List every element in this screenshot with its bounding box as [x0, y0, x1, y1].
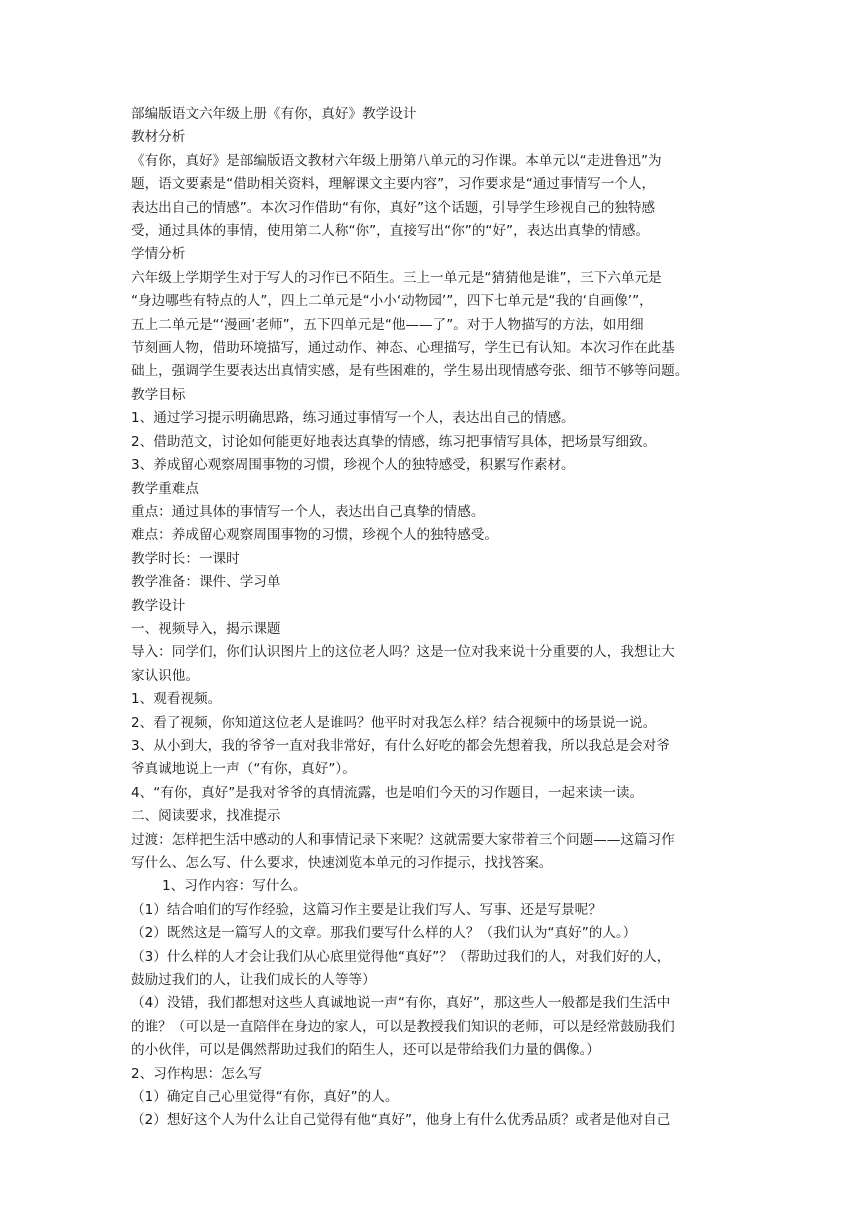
text-line: 鼓励过我们的人，让我们成长的人等等） [131, 972, 376, 989]
list-item: （1）结合咱们的写作经验，这篇习作主要是让我们写人、写事、还是写景呢？ [131, 901, 602, 918]
text-line: 教学准备：课件、学习单 [131, 574, 281, 591]
text-line: 导入：同学们，你们认识图片上的这位老人吗？这是一位对我来说十分重要的人，我想让大 [131, 644, 675, 661]
list-item: 1、通过学习提示明确思路，练习通过事情写一个人，表达出自己的情感。 [131, 410, 575, 427]
text-line: 础上，强调学生要表达出真情实感，是有些困难的，学生易出现情感夸张、细节不够等问题。 [131, 363, 689, 380]
text-line: 受，通过具体的事情，使用第二人称“你”，直接写出“你”的“好”，表达出真挚的情感。 [131, 223, 650, 240]
text-line: 教学时长：一课时 [131, 550, 240, 567]
section-heading: 学情分析 [131, 246, 186, 263]
list-item: 4、“有你，真好”是我对爷爷的真情流露，也是咱们今天的习作题目，一起来读一读。 [131, 784, 644, 801]
list-item: 3、养成留心观察周围事物的习惯，珍视个人的独特感受，积累写作素材。 [131, 457, 575, 474]
text-line: 节刻画人物，借助环境描写，通过动作、神态、心理描写，学生已有认知。本次习作在此基 [131, 340, 675, 357]
list-item: （3）什么样的人才会让我们从心底里觉得他“真好”？（帮助过我们的人，对我们好的人， [131, 948, 671, 965]
text-line: 的小伙伴，可以是偶然帮助过我们的陌生人，还可以是带给我们力量的偶像。） [131, 1042, 600, 1059]
list-item: （2）想好这个人为什么让自己觉得有他“真好”，他身上有什么优秀品质？或者是他对自己 [131, 1112, 671, 1129]
list-item: 2、看了视频，你知道这位老人是谁吗？他平时对我怎么样？结合视频中的场景说一说。 [131, 714, 657, 731]
text-line: 的谁？（可以是一直陪伴在身边的家人，可以是教授我们知识的老师，可以是经常鼓励我们 [131, 1018, 675, 1035]
text-line: 题，语文要素是“借助相关资料，理解课文主要内容”，习作要求是“通过事情写一个人， [131, 176, 656, 193]
subsection-heading: 二、阅读要求，找准提示 [131, 808, 281, 825]
document-page [131, 103, 736, 1133]
text-line: 重点：通过具体的事情写一个人，表达出自己真挚的情感。 [131, 503, 485, 520]
list-item: （4）没错，我们都想对这些人真诚地说一声“有你，真好”，那这些人一般都是我们生活中 [131, 995, 671, 1012]
text-line: “身边哪些有特点的人”，四上二单元是“小小‘动物园’”，四下七单元是“我的‘自画像’”， [131, 293, 653, 310]
list-item: 2、借助范文，讨论如何能更好地表达真挚的情感，练习把事情写具体，把场景写细致。 [131, 433, 657, 450]
text-line: 难点：养成留心观察周围事物的习惯，珍视个人的独特感受。 [131, 527, 499, 544]
list-item: 1、习作内容：写什么。 [162, 878, 307, 895]
text-line: 爷真诚地说上一声（“有你，真好”）。 [131, 761, 356, 778]
section-heading: 教学设计 [131, 597, 186, 614]
text-line: 表达出自己的情感”。本次习作借助“有你，真好”这个话题，引导学生珍视自己的独特感 [131, 199, 656, 216]
text-line: 写什么、怎么写、什么要求，快速浏览本单元的习作提示，找找答案。 [131, 855, 553, 871]
section-heading: 教学重难点 [131, 480, 199, 497]
section-heading: 教材分析 [131, 129, 186, 146]
text-line: 五上二单元是“‘漫画’老师”，五下四单元是“他——了”。对于人物描写的方法，如用细 [131, 316, 644, 333]
text-line: 《有你，真好》是部编版语文教材六年级上册第八单元的习作课。本单元以“走进鲁迅”为 [131, 152, 662, 169]
list-item: 1、观看视频。 [131, 691, 222, 708]
subsection-heading: 一、视频导入，揭示课题 [131, 620, 281, 637]
list-item: 3、从小到大，我的爷爷一直对我非常好，有什么好吃的都会先想着我，所以我总是会对爷 [131, 737, 670, 754]
text-line: 六年级上学期学生对于写人的习作已不陌生。三上一单元是“猜猜他是谁”，三下六单元是 [131, 269, 662, 286]
text-line: 过渡：怎样把生活中感动的人和事情记录下来呢？这就需要大家带着三个问题——这篇习作 [131, 831, 675, 848]
list-item: （1）确定自己心里觉得“有你，真好”的人。 [131, 1089, 399, 1106]
list-item: 2、习作构思：怎么写 [131, 1065, 262, 1082]
text-line: 家认识他。 [131, 667, 199, 684]
list-item: （2）既然这是一篇写人的文章。那我们要写什么样的人？（我们认为“真好”的人。） [131, 925, 637, 942]
doc-title: 部编版语文六年级上册《有你，真好》教学设计 [131, 106, 417, 122]
section-heading: 教学目标 [131, 386, 186, 403]
